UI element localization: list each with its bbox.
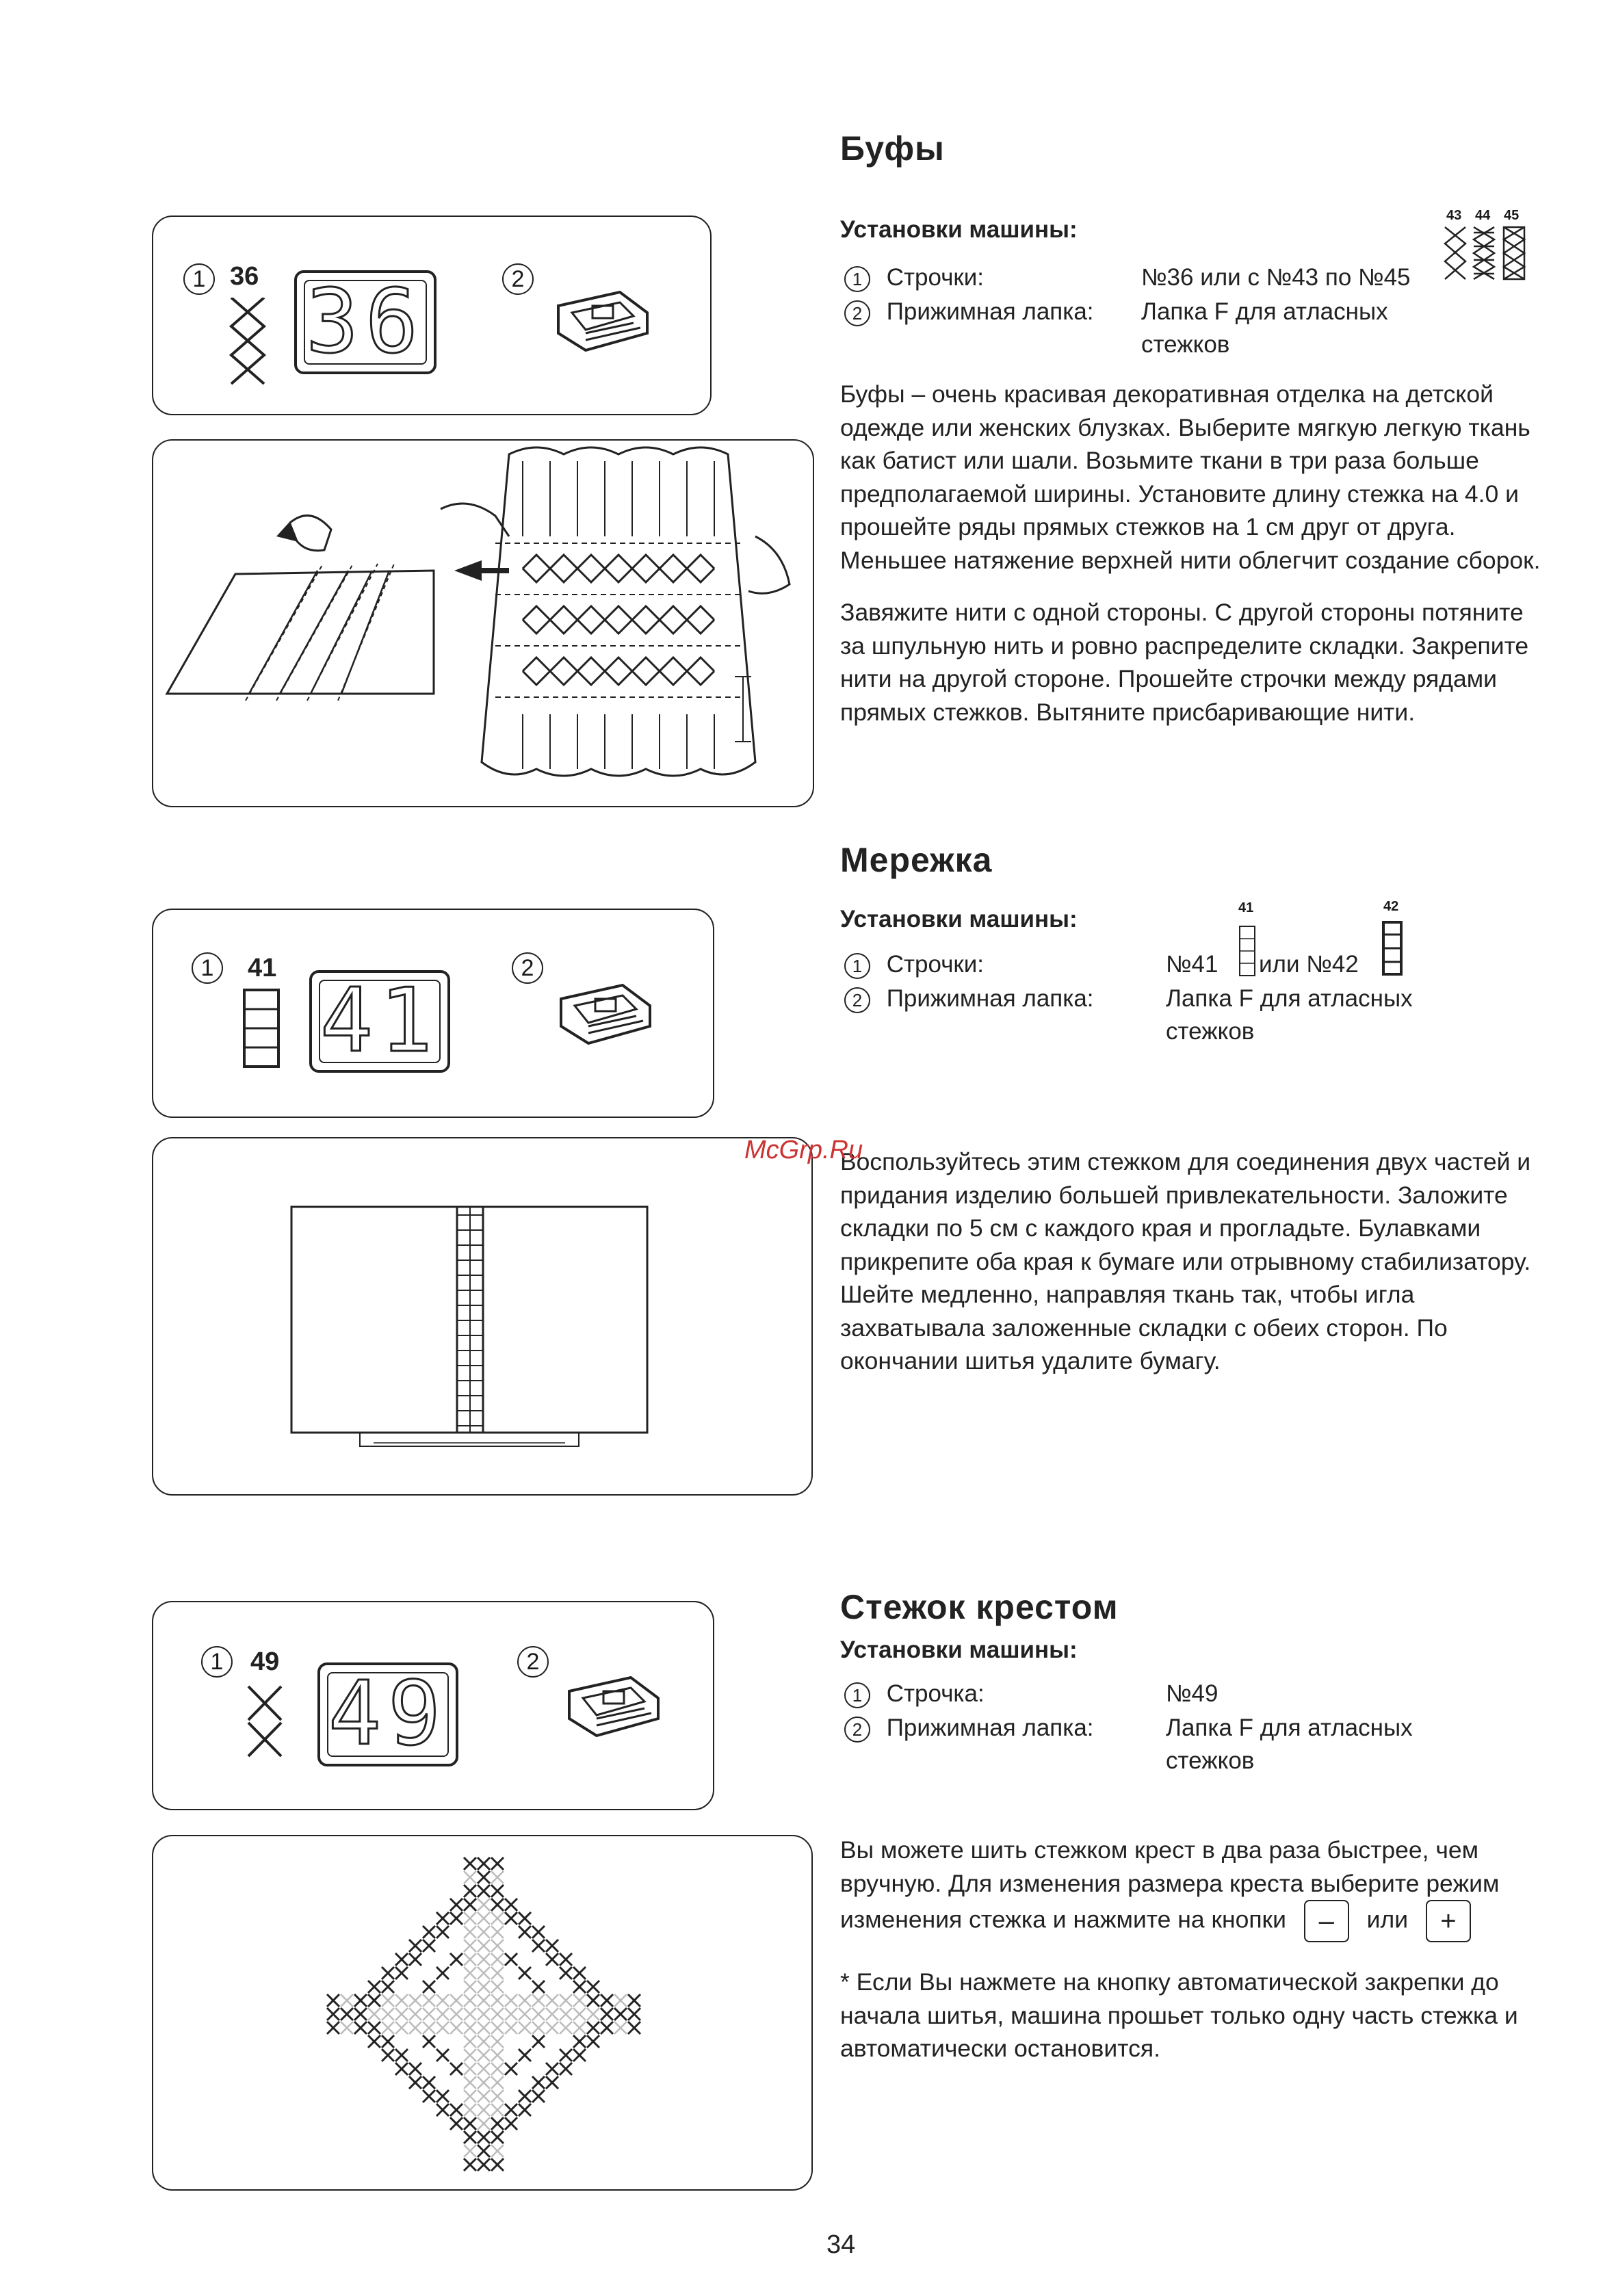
section-title-bufy: Буфы [840,129,945,168]
bufy-row1 [844,261,984,294]
row-label: Строчка: [886,1680,985,1707]
watermark: McGrp.Ru [744,1136,863,1164]
merezhka-row1-value-b: или №42 [1259,951,1359,978]
circle-number-2: 2 [844,1717,870,1743]
stitch-42-icon [1382,921,1403,976]
merezhka-text [840,1145,1552,1397]
cross-stitch-icon [246,1684,283,1758]
bufy-paragraph-1: Буфы – очень красивая декоративная отделка на детской одежде или женских блузках. Выберите мягкую легкую ткань как батист или шали. Возьмите ткани в три раза больше предполагаемой ширины. Установите длину стежка на 4.0 и прошейте ряды прямых стежков на 1 см друг от друга. Меньшее натяжение верхней нити облегчит создание сборок. [840,380,1541,574]
circle-number-1: 1 [844,1682,870,1708]
stitch-number: 49 [250,1647,280,1676]
krest-note: * Если Вы нажмете на кнопку автоматической закрепки до начала шитья, машина прошьет только одну часть стежка и автоматически остановится. [840,1968,1518,2062]
merezhka-row1-value-a: №41 [1166,951,1218,978]
bufy-paragraph-2: Завяжите нити с одной стороны. С другой стороны потяните за шпульную нить и ровно распределите складки. Закрепите нити на другой стороне. Прошейте строчки между рядами прямых стежков. Вытяните присбаривающие нити. [840,599,1529,726]
circle-number-2: 2 [844,987,870,1013]
page-number: 34 [826,2230,856,2259]
bufy-illustration-panel [152,439,814,807]
krest-row2-value-line1: Лапка F для атласных [1166,1714,1413,1741]
stitch-number: 36 [230,262,259,291]
smocking-illustration [153,441,816,809]
circle-number-1: 1 [844,953,870,979]
row-label: Прижимная лапка: [886,298,1094,325]
section-title-krest: Стежок крестом [840,1588,1119,1626]
ladder-stitch-icon [242,988,281,1069]
bufy-settings-heading: Установки машины: [840,216,1078,243]
circle-number-1: 1 [192,952,223,984]
bufy-text [840,378,1552,748]
legend-number: 41 [1238,900,1254,915]
row-label: Строчки: [886,264,985,291]
krest-paragraph [840,1834,1552,1942]
stitch-41-icon [1238,925,1256,977]
fagoting-illustration [153,1138,814,1497]
or-word: или [1366,1905,1409,1933]
legend-number: 42 [1383,899,1399,914]
circle-number-2: 2 [502,263,534,295]
stitch-display: 36 [294,270,436,374]
presser-foot-icon [547,978,657,1054]
bufy-settings-panel [152,216,712,415]
merezhka-settings-panel [152,909,714,1118]
merezhka-paragraph: Воспользуйтесь этим стежком для соединения двух частей и придания изделию большей привлекательности. Заложите складки по 5 см с каждого края и прогладьте. Булавками прикрепите оба края к бумаге или отрывному стабилизатору. Шейте медленно, направляя ткань так, чтобы игла захватывала заложенные складки с обеих сторон. По окончании шитья удалите бумагу. [840,1148,1531,1374]
circle-number-1: 1 [201,1646,233,1678]
bufy-row2-value-line2: стежков [1141,331,1230,358]
bufy-row1-value: №36 или с №43 по №45 [1141,264,1411,291]
section-title-merezhka: Мережка [840,841,993,879]
krest-row2-value-line2: стежков [1166,1747,1255,1774]
legend-number: 45 [1504,208,1520,223]
cross-stitch-illustration [153,1836,814,2192]
row-label: Прижимная лапка: [886,985,1094,1012]
krest-paragraph-text: Вы можете шить стежком крест в два раза быстрее, чем вручную. Для изменения размера креста выберите режим изменения стежка и нажмите на кнопки [840,1836,1500,1933]
circle-number-2: 2 [844,300,870,326]
krest-settings-heading: Установки машины: [840,1636,1078,1663]
stitch-patterns-icon [1442,226,1538,281]
stitch-number: 41 [248,954,277,982]
circle-number-1: 1 [844,266,870,292]
bufy-row2 [844,296,1094,328]
merezhka-row2 [844,982,1094,1015]
diamond-stitch-icon [227,298,268,385]
legend-number: 44 [1475,208,1491,223]
minus-key: – [1304,1900,1349,1942]
presser-foot-icon [545,285,654,361]
merezhka-settings-heading: Установки машины: [840,906,1078,932]
circle-number-2: 2 [517,1646,549,1678]
bufy-row2-value-line1: Лапка F для атласных [1141,298,1388,325]
row-label: Прижимная лапка: [886,1714,1094,1741]
krest-row2 [844,1712,1094,1745]
merezhka-row2-value-line2: стежков [1166,1018,1255,1045]
circle-number-2: 2 [512,952,543,984]
merezhka-illustration-panel [152,1137,813,1496]
krest-row1-value: №49 [1166,1680,1218,1707]
krest-row1 [844,1678,985,1710]
stitch-display: 49 [317,1662,458,1766]
krest-text [840,1834,1552,2085]
krest-illustration-panel [152,1835,813,2191]
merezhka-row1 [844,948,984,981]
circle-number-1: 1 [183,263,215,295]
legend-number: 43 [1446,208,1462,223]
merezhka-row2-value-line1: Лапка F для атласных [1166,985,1413,1012]
presser-foot-icon [556,1671,665,1746]
row-label: Строчки: [886,951,985,978]
krest-settings-panel [152,1601,714,1810]
plus-key: + [1426,1900,1471,1942]
stitch-display: 41 [309,970,450,1073]
stitch-legend-43-45 [1442,208,1538,283]
